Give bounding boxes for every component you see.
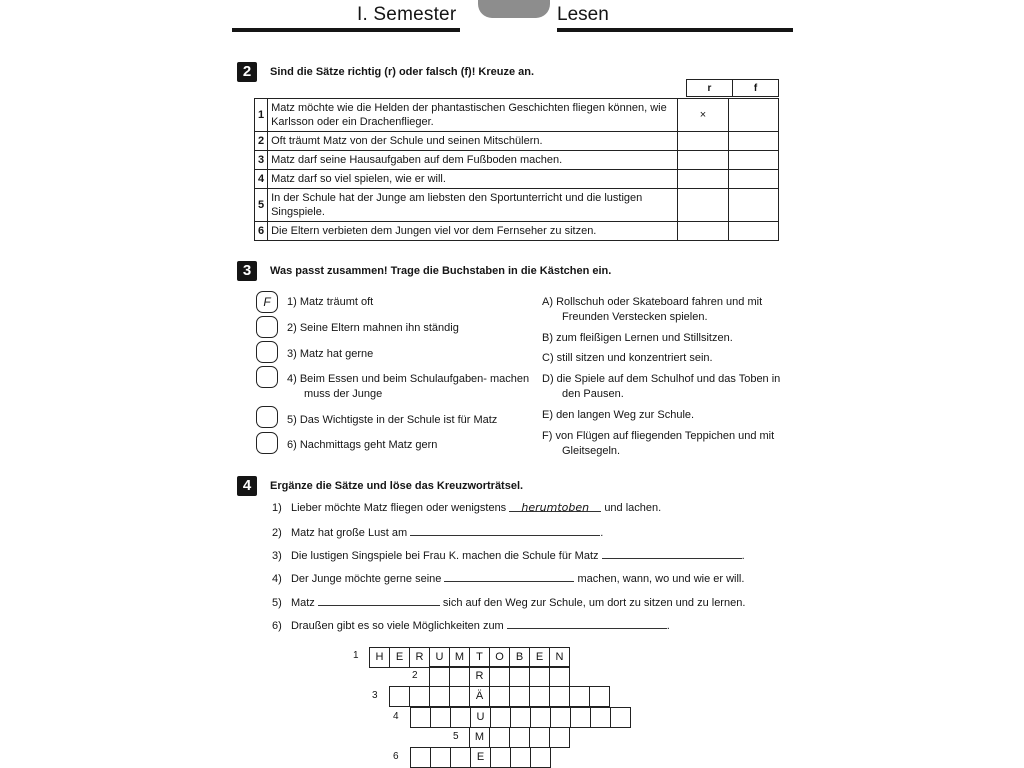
- crossword-cell[interactable]: [429, 686, 450, 707]
- crossword-cell[interactable]: [449, 666, 470, 687]
- exercise-number-4: 4: [237, 476, 257, 496]
- crossword-cell[interactable]: [490, 707, 511, 728]
- crossword-cell[interactable]: R: [409, 647, 430, 668]
- sentence-3: 3) Die lustigen Singspiele bei Frau K. machen die Schule für Matz .: [272, 550, 745, 562]
- answer-field-6[interactable]: [507, 618, 667, 629]
- sentence-2: 2) Matz hat große Lust am .: [272, 527, 604, 539]
- match-right-b: B) zum fleißigen Lernen und Stillsitzen.: [542, 332, 733, 344]
- table-row: 4 Matz darf so viel spielen, wie er will.: [255, 170, 779, 189]
- header-tab-decoration: [478, 0, 550, 18]
- sentence-4: 4) Der Junge möchte gerne seine machen, wann, wo und wie er will.: [272, 573, 745, 585]
- match-right-e: E) den langen Weg zur Schule.: [542, 409, 695, 421]
- answer-box-1[interactable]: F: [256, 291, 278, 313]
- crossword-row-2: [429, 666, 569, 687]
- crossword-num-4: 4: [393, 711, 399, 722]
- crossword-cell[interactable]: [509, 666, 530, 687]
- crossword-cell[interactable]: [530, 707, 551, 728]
- sentence-1: 1) Lieber möchte Matz fliegen oder wenigstens herumtoben und lachen.: [272, 501, 662, 514]
- header-rule-left: [232, 28, 460, 32]
- crossword-cell[interactable]: M: [449, 647, 470, 668]
- crossword-num-5: 5: [453, 731, 459, 742]
- checkbox-r[interactable]: [678, 189, 728, 222]
- checkbox-f[interactable]: [728, 222, 778, 241]
- crossword-cell[interactable]: [429, 666, 450, 687]
- checkbox-f[interactable]: [728, 170, 778, 189]
- crossword-row-1: [369, 647, 569, 668]
- crossword-cell[interactable]: [510, 707, 531, 728]
- crossword-row-5: [449, 727, 569, 748]
- checkbox-r[interactable]: [678, 170, 728, 189]
- crossword-cell[interactable]: [570, 707, 591, 728]
- crossword-cell[interactable]: [509, 727, 530, 748]
- crossword-cell[interactable]: [589, 686, 610, 707]
- crossword-cell[interactable]: [510, 747, 531, 768]
- crossword-cell[interactable]: [449, 686, 470, 707]
- checkbox-f[interactable]: [728, 189, 778, 222]
- crossword-cell[interactable]: [489, 727, 510, 748]
- match-left-4: 4) Beim Essen und beim Schulaufgaben- machen muss der Junge: [287, 373, 530, 400]
- crossword-cell[interactable]: [450, 747, 471, 768]
- crossword-cell[interactable]: E: [470, 747, 491, 768]
- crossword-cell[interactable]: [389, 686, 410, 707]
- crossword-cell[interactable]: [529, 686, 550, 707]
- table-row: 3 Matz darf seine Hausaufgaben auf dem Fußboden machen.: [255, 151, 779, 170]
- crossword-cell[interactable]: [450, 707, 471, 728]
- crossword-num-1: 1: [353, 650, 359, 661]
- crossword-cell[interactable]: [509, 686, 530, 707]
- crossword-cell[interactable]: [490, 747, 511, 768]
- exercise-number-2: 2: [237, 62, 257, 82]
- crossword-cell[interactable]: B: [509, 647, 530, 668]
- crossword-cell[interactable]: [549, 666, 570, 687]
- match-right-f: F) von Flügen auf fliegenden Teppichen und mit Gleitsegeln.: [542, 430, 775, 457]
- crossword-cell[interactable]: [590, 707, 611, 728]
- crossword-cell[interactable]: H: [369, 647, 390, 668]
- answer-box-3[interactable]: [256, 341, 278, 363]
- crossword-cell[interactable]: [410, 707, 431, 728]
- crossword-cell[interactable]: U: [470, 707, 491, 728]
- true-false-header: [686, 79, 779, 97]
- crossword-row-3: [389, 686, 609, 707]
- checkbox-r[interactable]: ×: [678, 99, 728, 132]
- header-rule-right: [557, 28, 793, 32]
- exercise-3-title: Was passt zusammen! Trage die Buchstaben in die Kästchen ein.: [270, 265, 612, 277]
- true-false-table: [254, 98, 779, 241]
- answer-field-4[interactable]: [444, 571, 574, 582]
- answer-box-5[interactable]: [256, 406, 278, 428]
- crossword-cell[interactable]: [549, 727, 570, 748]
- crossword-cell[interactable]: E: [529, 647, 550, 668]
- exercise-number-3: 3: [237, 261, 257, 281]
- crossword-cell[interactable]: [549, 686, 570, 707]
- table-row: 2 Oft träumt Matz von der Schule und seinen Mitschülern.: [255, 132, 779, 151]
- crossword-cell[interactable]: M: [469, 727, 490, 748]
- checkbox-f[interactable]: [728, 151, 778, 170]
- crossword-cell[interactable]: [529, 666, 550, 687]
- crossword-cell[interactable]: T: [469, 647, 490, 668]
- checkbox-f[interactable]: [728, 132, 778, 151]
- match-right-d: D) die Spiele auf dem Schulhof und das Toben in den Pausen.: [542, 373, 781, 400]
- match-right-c: C) still sitzen und konzentriert sein.: [542, 352, 713, 364]
- crossword-num-6: 6: [393, 751, 399, 762]
- header-topic: Lesen: [557, 4, 609, 25]
- crossword-cell[interactable]: [610, 707, 631, 728]
- answer-field-2[interactable]: [410, 525, 600, 536]
- col-richtig: r: [687, 80, 733, 97]
- answer-field-3[interactable]: [602, 548, 742, 559]
- exercise-4-title: Ergänze die Sätze und löse das Kreuzworträtsel.: [270, 480, 524, 492]
- sentence-5: 5) Matz sich auf den Weg zur Schule, um dort zu sitzen und zu lernen.: [272, 597, 746, 609]
- match-left-6: 6) Nachmittags geht Matz gern: [287, 439, 438, 451]
- crossword-cell[interactable]: N: [549, 647, 570, 668]
- crossword-cell[interactable]: Ä: [469, 686, 490, 707]
- checkbox-r[interactable]: [678, 151, 728, 170]
- table-row: 6 Die Eltern verbieten dem Jungen viel vor dem Fernseher zu sitzen.: [255, 222, 779, 241]
- crossword-cell[interactable]: [489, 666, 510, 687]
- crossword-num-2: 2: [412, 670, 418, 681]
- checkbox-r[interactable]: [678, 222, 728, 241]
- match-right-a: A) Rollschuh oder Skateboard fahren und mit Freunden Verstecken spielen.: [542, 296, 763, 323]
- match-left-1: 1) Matz träumt oft: [287, 296, 374, 308]
- crossword-cell[interactable]: [409, 686, 430, 707]
- answer-field-1[interactable]: herumtoben: [509, 501, 601, 512]
- crossword-cell[interactable]: [430, 707, 451, 728]
- answer-box-6[interactable]: [256, 432, 278, 454]
- crossword-cell[interactable]: [530, 747, 551, 768]
- sentence-6: 6) Draußen gibt es so viele Möglichkeiten zum .: [272, 620, 670, 632]
- checkbox-f[interactable]: [728, 99, 778, 132]
- exercise-2-title: Sind die Sätze richtig (r) oder falsch (f)! Kreuze an.: [270, 66, 535, 78]
- crossword-row-6: [410, 747, 550, 768]
- crossword-num-3: 3: [372, 690, 378, 701]
- match-left-2: 2) Seine Eltern mahnen ihn ständig: [287, 322, 459, 334]
- crossword-cell[interactable]: [489, 686, 510, 707]
- crossword-cell[interactable]: E: [389, 647, 410, 668]
- crossword-row-4: [410, 707, 630, 728]
- match-left-3: 3) Matz hat gerne: [287, 348, 374, 360]
- crossword-cell: [449, 727, 470, 748]
- table-row: 1 Matz möchte wie die Helden der phantastischen Geschichten fliegen können, wie Karlsson oder ein Drachenflieger. ×: [255, 99, 779, 132]
- answer-box-2[interactable]: [256, 316, 278, 338]
- header-semester: I. Semester: [357, 4, 457, 25]
- crossword-cell[interactable]: [529, 727, 550, 748]
- match-left-5: 5) Das Wichtigste in der Schule ist für Matz: [287, 414, 498, 426]
- answer-field-5[interactable]: [318, 595, 440, 606]
- col-falsch: f: [733, 80, 779, 97]
- checkbox-r[interactable]: [678, 132, 728, 151]
- table-row: 5 In der Schule hat der Junge am liebsten den Sportunterricht und die lustigen Singspiele.: [255, 189, 779, 222]
- crossword-cell[interactable]: U: [429, 647, 450, 668]
- crossword-cell[interactable]: [410, 747, 431, 768]
- answer-box-4[interactable]: [256, 366, 278, 388]
- crossword-cell[interactable]: O: [489, 647, 510, 668]
- crossword-cell[interactable]: [569, 686, 590, 707]
- crossword-cell[interactable]: [430, 747, 451, 768]
- crossword-cell[interactable]: R: [469, 666, 490, 687]
- crossword-cell[interactable]: [550, 707, 571, 728]
